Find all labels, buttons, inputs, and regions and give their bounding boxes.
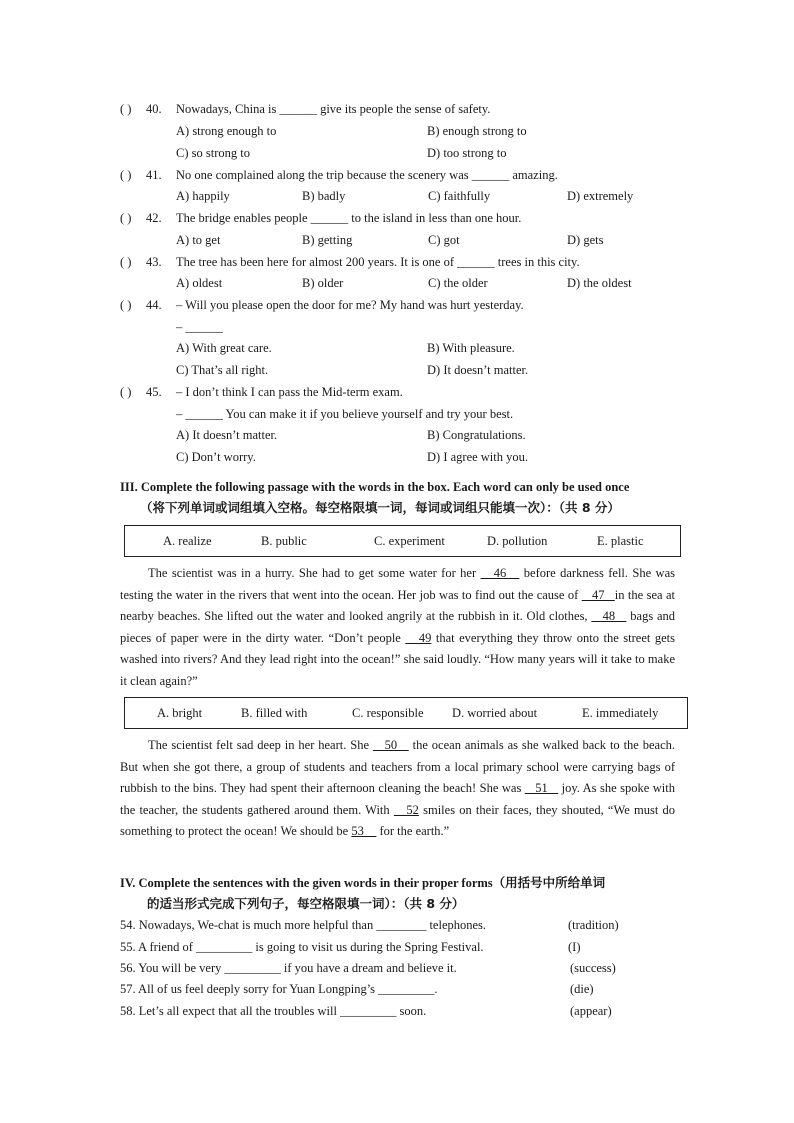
option-d[interactable]: D) the oldest bbox=[567, 276, 632, 290]
option-a[interactable]: A) It doesn’t matter. bbox=[176, 428, 278, 442]
word-option: B. filled with bbox=[241, 705, 308, 720]
option-a[interactable]: A) happily bbox=[176, 189, 230, 203]
dialog-reply: – ______ You can make it if you believe yourself and try your best. bbox=[176, 407, 514, 421]
passage-text: The scientist was in a hurry. She had to get some water for her bbox=[148, 566, 481, 580]
answer-bracket[interactable]: ( ) bbox=[120, 168, 132, 182]
section-4-heading-en: IV. Complete the sentences with the given words in their proper forms bbox=[120, 876, 493, 890]
option-a[interactable]: A) strong enough to bbox=[176, 124, 277, 138]
word-option: E. plastic bbox=[597, 533, 644, 548]
word-hint: (I) bbox=[568, 940, 581, 954]
sentence-text[interactable]: 55. A friend of _________ is going to visit us during the Spring Festival. bbox=[120, 940, 484, 954]
question-stem: The tree has been here for almost 200 years. It is one of ______ trees in this city. bbox=[176, 255, 580, 269]
answer-bracket[interactable]: ( ) bbox=[120, 385, 132, 399]
answer-bracket[interactable]: ( ) bbox=[120, 298, 132, 312]
word-hint: (die) bbox=[570, 982, 594, 996]
sentence-text[interactable]: 56. You will be very _________ if you have a dream and believe it. bbox=[120, 961, 457, 975]
dialog-reply: – ______ bbox=[176, 320, 223, 334]
word-option: A. bright bbox=[157, 705, 203, 720]
passage-paragraph-2 bbox=[120, 735, 675, 843]
blank-53[interactable]: 53 bbox=[351, 824, 377, 838]
question-number: 44. bbox=[146, 298, 162, 312]
question-stem: The bridge enables people ______ to the island in less than one hour. bbox=[176, 211, 522, 225]
question-stem: – Will you please open the door for me? My hand was hurt yesterday. bbox=[176, 298, 524, 312]
word-hint: (tradition) bbox=[568, 918, 619, 932]
word-option: A. realize bbox=[163, 533, 212, 548]
blank-50[interactable]: 50 bbox=[372, 738, 409, 752]
option-a[interactable]: A) to get bbox=[176, 233, 221, 247]
answer-bracket[interactable]: ( ) bbox=[120, 255, 132, 269]
word-box-1 bbox=[124, 525, 681, 557]
word-option: E. immediately bbox=[582, 705, 659, 720]
question-number: 40. bbox=[146, 102, 162, 116]
question-number: 43. bbox=[146, 255, 162, 269]
passage-paragraph-1 bbox=[120, 563, 675, 692]
option-c[interactable]: C) Don’t worry. bbox=[176, 450, 256, 464]
option-c[interactable]: C) faithfully bbox=[428, 189, 491, 203]
word-option: C. responsible bbox=[352, 705, 424, 720]
word-option: B. public bbox=[261, 533, 307, 548]
word-hint: (appear) bbox=[570, 1004, 612, 1018]
question-stem: Nowadays, China is ______ give its people the sense of safety. bbox=[176, 102, 491, 116]
section-3-instructions: （将下列单词或词组填入空格。每空格限填一词，每词或词组只能填一次）：（共 8 分） bbox=[140, 500, 620, 515]
blank-51[interactable]: 51 bbox=[524, 781, 559, 795]
passage-text: that everything they throw onto the street gets washed into rivers? And they lead right into the ocean!” she said loudly. “How many years will it take to make it clean again?” bbox=[120, 630, 675, 688]
passage-text: before darkness fell. She was testing the water in the rivers that went into the ocean. Her job was to find out the cause of bbox=[120, 566, 675, 602]
option-b[interactable]: B) older bbox=[302, 276, 344, 290]
option-d[interactable]: D) I agree with you. bbox=[427, 450, 529, 464]
answer-bracket[interactable]: ( ) bbox=[120, 102, 132, 116]
blank-46[interactable]: 46 bbox=[480, 566, 520, 580]
question-stem: – I don’t think I can pass the Mid-term exam. bbox=[176, 385, 403, 399]
option-b[interactable]: B) badly bbox=[302, 189, 346, 203]
passage-text: in the sea at nearby beaches. She lifted out the water and looked angrily at the rubbish in it. Old clothes, bbox=[120, 587, 675, 623]
blank-49[interactable]: 49 bbox=[405, 630, 432, 645]
word-option: D. pollution bbox=[487, 533, 548, 548]
section-4-heading-cn: （用括号中所给单词 bbox=[492, 875, 606, 890]
passage-text: joy. As she spoke with the teacher, the students gathered around them. With bbox=[120, 781, 675, 817]
option-c[interactable]: C) That’s all right. bbox=[176, 363, 269, 377]
passage-text: smiles on their faces, they shouted, “We must do something to protect the ocean! We should be bbox=[120, 802, 675, 838]
sentence-text[interactable]: 57. All of us feel deeply sorry for Yuan Longping’s _________. bbox=[120, 982, 438, 996]
option-c[interactable]: C) got bbox=[428, 233, 460, 247]
option-b[interactable]: B) getting bbox=[302, 233, 353, 247]
option-a[interactable]: A) oldest bbox=[176, 276, 223, 290]
option-d[interactable]: D) It doesn’t matter. bbox=[427, 363, 529, 377]
blank-47[interactable]: 47 bbox=[581, 587, 615, 602]
option-a[interactable]: A) With great care. bbox=[176, 341, 272, 355]
word-hint: (success) bbox=[570, 961, 616, 975]
blank-52[interactable]: 52 bbox=[393, 802, 419, 817]
sentence-text[interactable]: 54. Nowadays, We-chat is much more helpful than ________ telephones. bbox=[120, 918, 487, 932]
answer-bracket[interactable]: ( ) bbox=[120, 211, 132, 225]
section-4-heading bbox=[120, 875, 605, 891]
option-d[interactable]: D) too strong to bbox=[427, 146, 507, 160]
option-b[interactable]: B) Congratulations. bbox=[427, 428, 526, 442]
option-c[interactable]: C) so strong to bbox=[176, 146, 250, 160]
sentence-text[interactable]: 58. Let’s all expect that all the troubles will _________ soon. bbox=[120, 1004, 427, 1018]
word-option: D. worried about bbox=[452, 705, 538, 720]
section-4-instructions: 的适当形式完成下列句子，每空格限填一词）：（共 8 分） bbox=[147, 896, 465, 911]
passage-text: bags and pieces of paper were in the dirty water. “Don’t people bbox=[120, 609, 676, 645]
section-3-heading: III. Complete the following passage with the words in the box. Each word can only be used once bbox=[120, 480, 630, 494]
blank-48[interactable]: 48 bbox=[591, 609, 627, 623]
word-option: C. experiment bbox=[374, 533, 445, 548]
option-d[interactable]: D) extremely bbox=[567, 189, 634, 203]
passage-text: the ocean animals as she walked back to the beach. But when she got there, a group of students and teachers from a local primary school were carrying bags of rubbish to the bins. They had spent their afternoon cleaning the beach! She was bbox=[120, 738, 676, 795]
passage-text: for the earth.” bbox=[376, 824, 450, 838]
option-d[interactable]: D) gets bbox=[567, 233, 604, 247]
option-b[interactable]: B) enough strong to bbox=[427, 124, 527, 138]
option-c[interactable]: C) the older bbox=[428, 276, 488, 290]
question-stem: No one complained along the trip because the scenery was ______ amazing. bbox=[176, 168, 558, 182]
question-number: 42. bbox=[146, 211, 162, 225]
word-box-2 bbox=[124, 697, 688, 729]
question-number: 41. bbox=[146, 168, 162, 182]
passage-text: The scientist felt sad deep in her heart. She bbox=[148, 738, 373, 752]
option-b[interactable]: B) With pleasure. bbox=[427, 341, 515, 355]
question-number: 45. bbox=[146, 385, 162, 399]
